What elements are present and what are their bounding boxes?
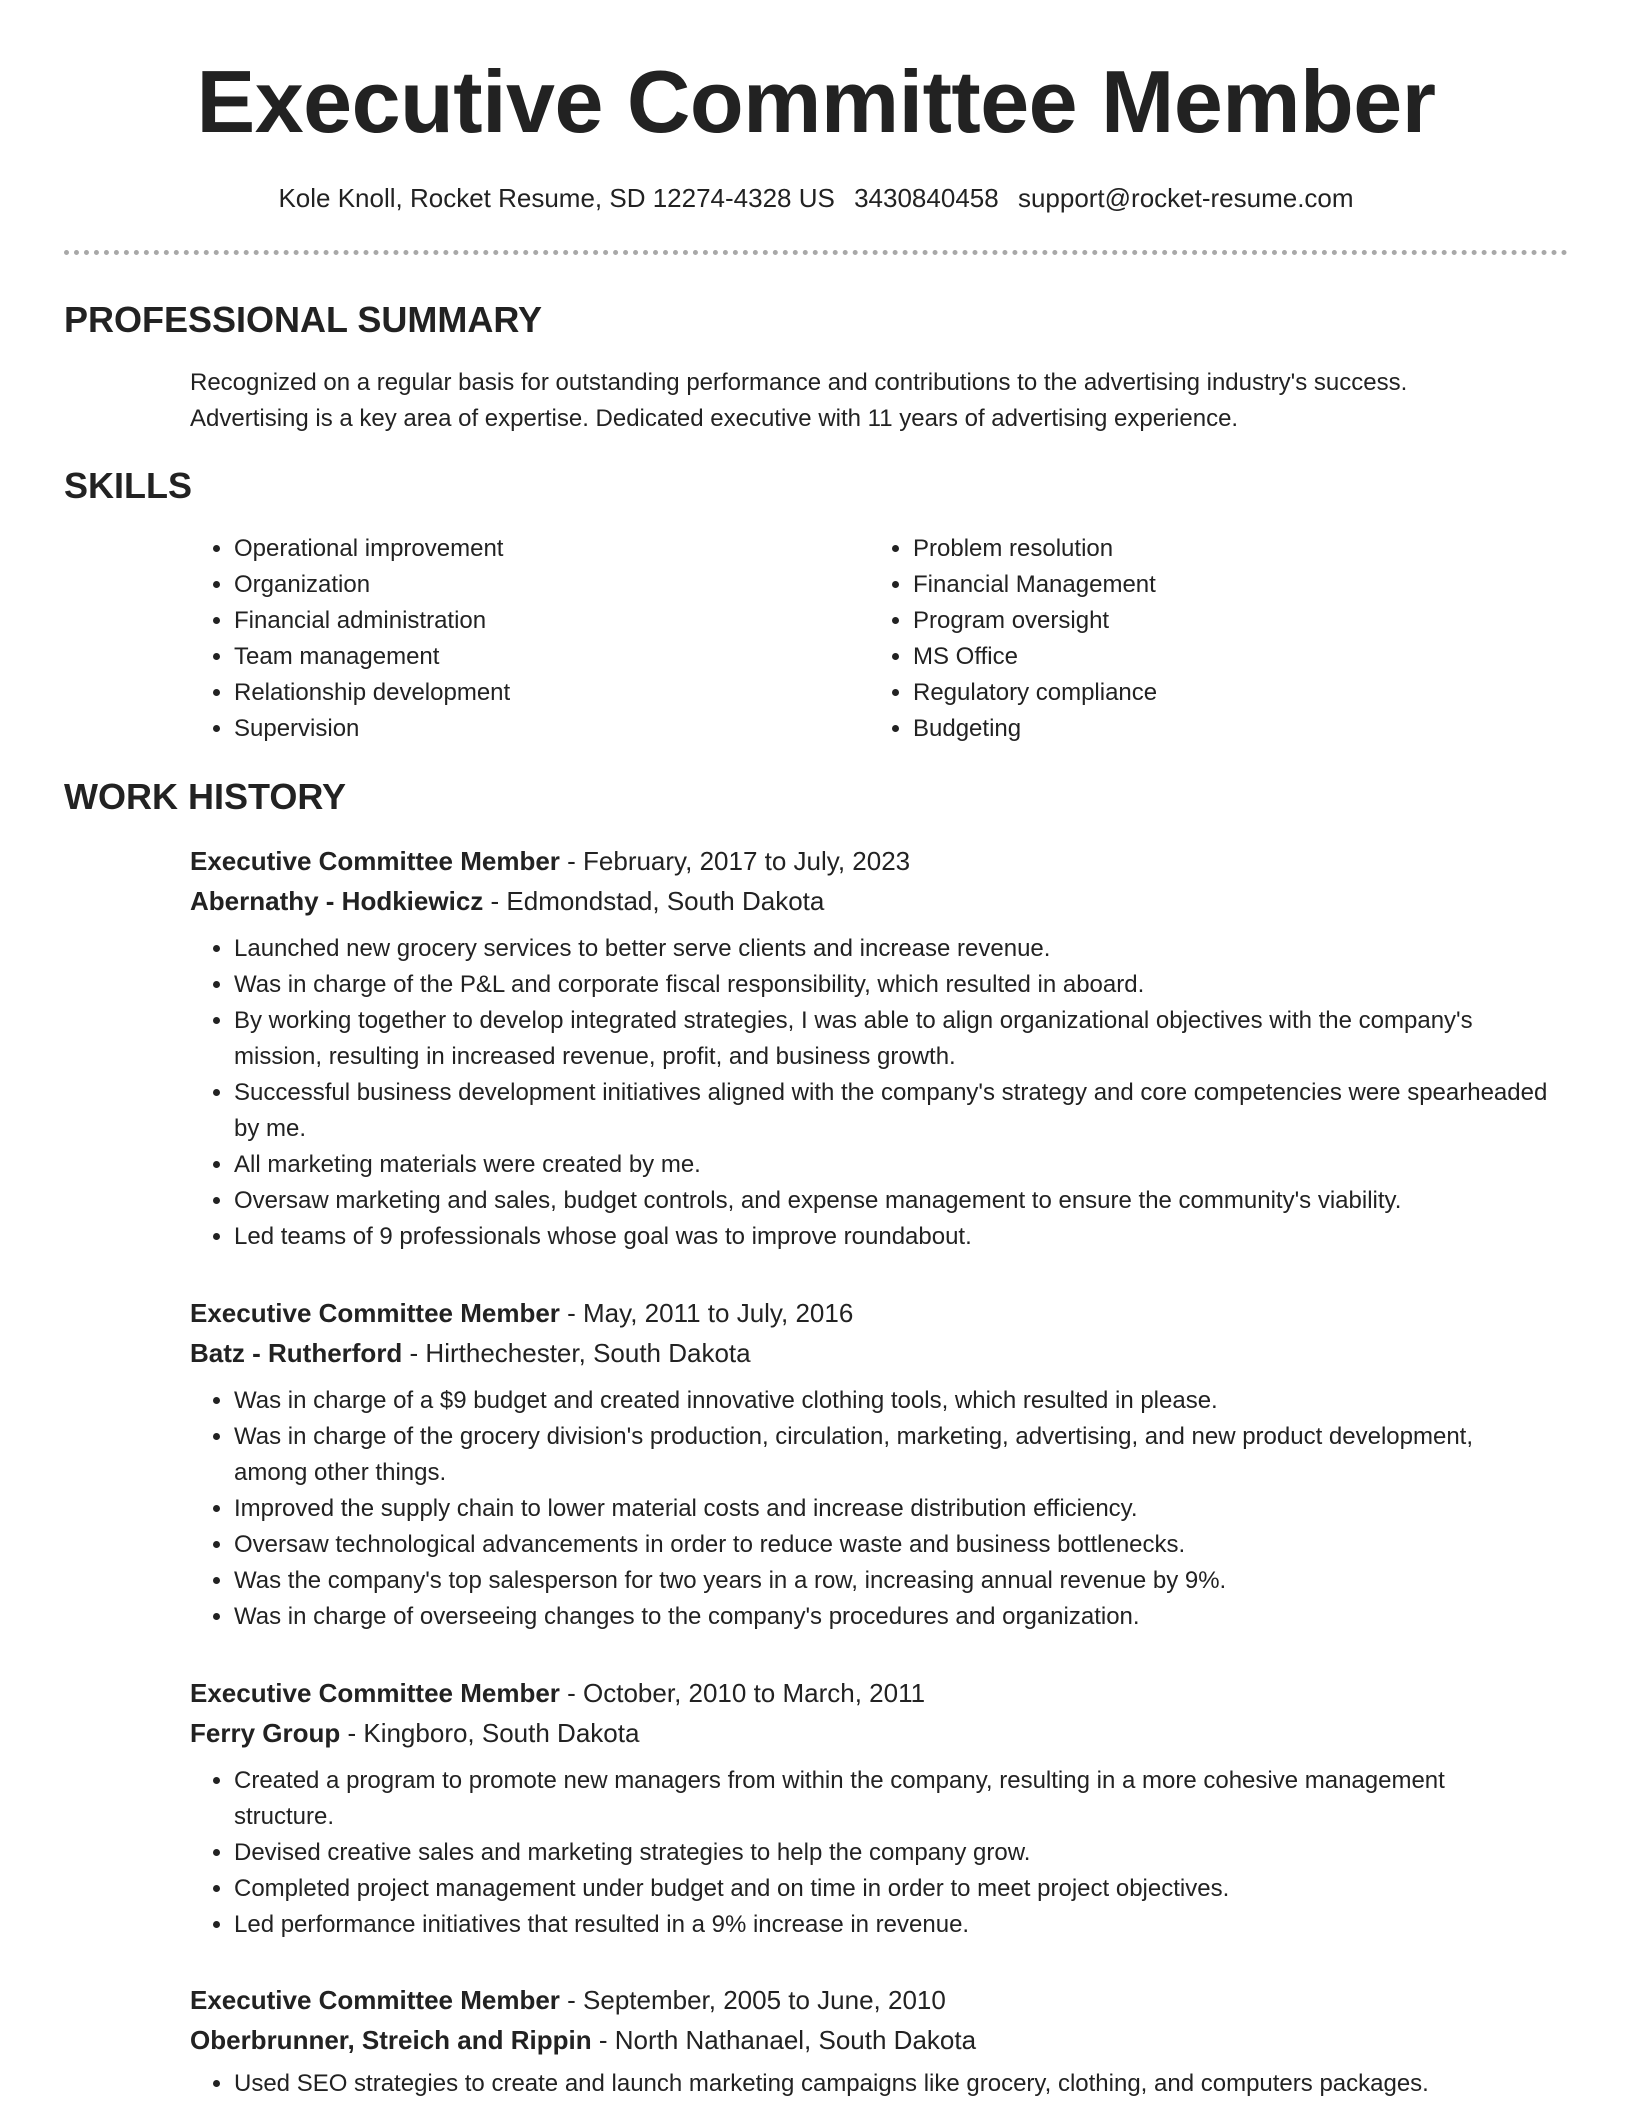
job-company-line: [190, 881, 1550, 921]
job-entry: [190, 1293, 1550, 1635]
skill-item: • Regulatory compliance: [913, 675, 1505, 711]
job-bullet: • Devised creative sales and marketing strategies to help the company grow.: [234, 1835, 1550, 1871]
skill-item: • Relationship development: [234, 675, 826, 711]
job-bullet: • Was in charge of overseeing changes to the company's procedures and organization.: [234, 1599, 1550, 1635]
skill-item: • Team management: [234, 639, 826, 675]
job-location: - Edmondstad, South Dakota: [483, 886, 825, 916]
job-bullets: [190, 2066, 1550, 2102]
job-title-line: [190, 841, 1550, 881]
work-history-heading: WORK HISTORY: [64, 776, 347, 817]
job-title: Executive Committee Member: [190, 1985, 560, 2015]
job-bullets: [190, 931, 1550, 1255]
skills-column-right: [869, 531, 1505, 747]
job-title: Executive Committee Member: [190, 1298, 560, 1328]
job-bullet: • Launched new grocery services to better serve clients and increase revenue.: [234, 931, 1550, 967]
job-bullet: • All marketing materials were created by me.: [234, 1147, 1550, 1183]
job-location: - Hirthechester, South Dakota: [402, 1338, 751, 1368]
job-bullet: • Was the company's top salesperson for two years in a row, increasing annual revenue by 9%.: [234, 1563, 1550, 1599]
skills-list: [190, 531, 1550, 747]
job-dates: - October, 2010 to March, 2011: [559, 1678, 926, 1708]
job-bullet: • Led teams of 9 professionals whose goal was to improve roundabout.: [234, 1219, 1550, 1255]
contact-phone: 3430840458: [854, 183, 999, 213]
skill-item: • MS Office: [913, 639, 1505, 675]
skill-item: • Operational improvement: [234, 531, 826, 567]
job-bullet: • Was in charge of the grocery division's production, circulation, marketing, advertising, and new product development, among other things.: [234, 1419, 1550, 1491]
job-company: Batz - Rutherford: [190, 1338, 403, 1368]
skill-item: • Organization: [234, 567, 826, 603]
skills-heading: SKILLS: [64, 465, 193, 506]
job-bullet: • Completed project management under budget and on time in order to meet project objectives.: [234, 1871, 1550, 1907]
job-bullet: • Created a program to promote new managers from within the company, resulting in a more cohesive management structure.: [234, 1763, 1550, 1835]
skill-item: • Supervision: [234, 711, 826, 747]
job-title-line: [190, 1673, 1550, 1713]
skills-column-left: [190, 531, 826, 747]
skill-item: • Financial administration: [234, 603, 826, 639]
job-entry: [190, 1673, 1550, 1943]
job-bullet: • Oversaw marketing and sales, budget controls, and expense management to ensure the community's viability.: [234, 1183, 1550, 1219]
job-dates: - May, 2011 to July, 2016: [559, 1298, 854, 1328]
job-title: Executive Committee Member: [190, 1678, 560, 1708]
job-title: Executive Committee Member: [190, 846, 560, 876]
contact-line: [0, 180, 1632, 216]
job-title-line: [190, 1980, 1550, 2020]
summary-heading: PROFESSIONAL SUMMARY: [64, 299, 543, 340]
resume-title: Executive Committee Member: [196, 52, 1436, 151]
job-bullet: • Was in charge of the P&L and corporate fiscal responsibility, which resulted in aboard.: [234, 967, 1550, 1003]
job-bullet: • Led performance initiatives that resulted in a 9% increase in revenue.: [234, 1907, 1550, 1943]
skill-item: • Program oversight: [913, 603, 1505, 639]
job-bullets: [190, 1763, 1550, 1943]
contact-address: Kole Knoll, Rocket Resume, SD 12274-4328 US: [278, 183, 835, 213]
job-bullet: • Was in charge of a $9 budget and created innovative clothing tools, which resulted in please.: [234, 1383, 1550, 1419]
job-bullet: • Successful business development initiatives aligned with the company's strategy and core competencies were spearheaded by me.: [234, 1075, 1550, 1147]
job-entry: [190, 841, 1550, 1255]
job-company: Ferry Group: [190, 1718, 341, 1748]
job-company: Abernathy - Hodkiewicz: [190, 886, 484, 916]
header-divider: [64, 250, 1568, 255]
job-entry: [190, 1980, 1550, 2102]
job-company-line: [190, 1713, 1550, 1753]
job-company-line: [190, 2020, 1550, 2060]
job-title-line: [190, 1293, 1550, 1333]
job-bullets: [190, 1383, 1550, 1635]
job-bullet: • Oversaw technological advancements in order to reduce waste and business bottlenecks.: [234, 1527, 1550, 1563]
job-dates: - February, 2017 to July, 2023: [559, 846, 911, 876]
job-location: - North Nathanael, South Dakota: [591, 2025, 977, 2055]
contact-email: support@rocket-resume.com: [1017, 183, 1354, 213]
skill-item: • Problem resolution: [913, 531, 1505, 567]
job-company-line: [190, 1333, 1550, 1373]
job-bullet: • Used SEO strategies to create and launch marketing campaigns like grocery, clothing, and computers packages.: [234, 2066, 1550, 2102]
job-bullet: • By working together to develop integrated strategies, I was able to align organizational objectives with the company's mission, resulting in increased revenue, profit, and business growth.: [234, 1003, 1550, 1075]
job-company: Oberbrunner, Streich and Rippin: [190, 2025, 592, 2055]
skill-item: • Financial Management: [913, 567, 1505, 603]
skill-item: • Budgeting: [913, 711, 1505, 747]
job-location: - Kingboro, South Dakota: [340, 1718, 640, 1748]
job-dates: - September, 2005 to June, 2010: [559, 1985, 946, 2015]
job-bullet: • Improved the supply chain to lower material costs and increase distribution efficiency.: [234, 1491, 1550, 1527]
summary-text: Recognized on a regular basis for outstanding performance and contributions to the advertising industry's success. Advertising is a key area of expertise. Dedicated executive with 11 years of advertising experience.: [190, 369, 1408, 432]
